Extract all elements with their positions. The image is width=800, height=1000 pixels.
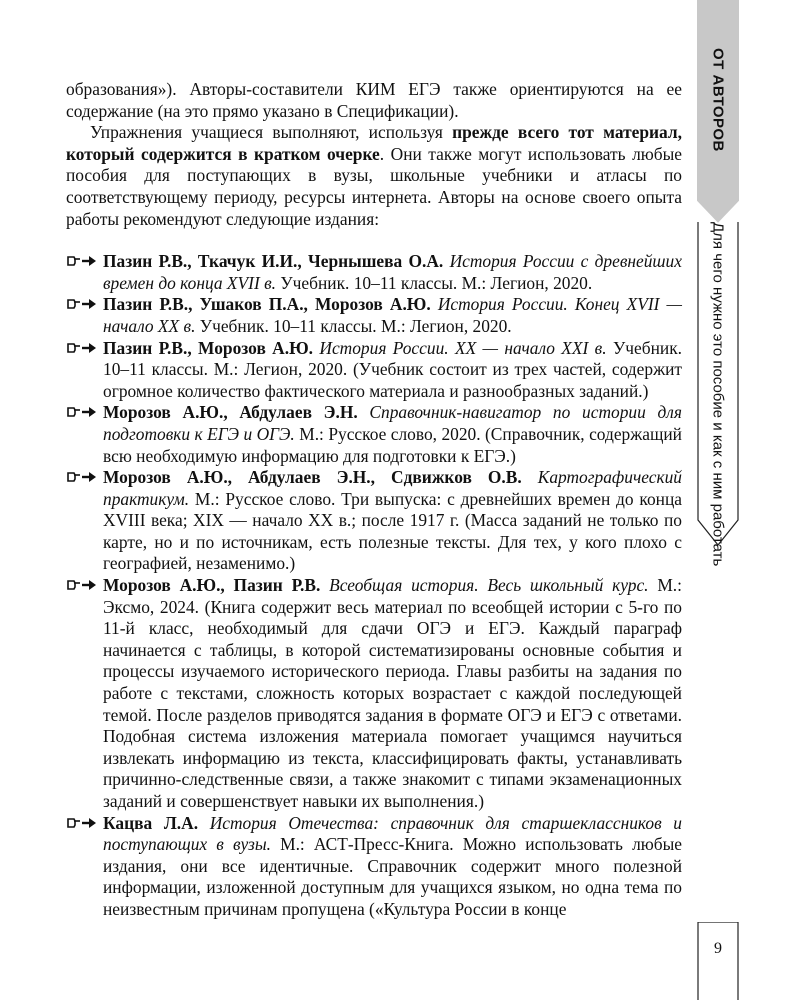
intro-paragraph-1: образования»). Авторы-составители КИМ ЕГЭ также ориентируются на ее содержание (на это прямо указано в Спецификации). <box>66 79 682 121</box>
book-details: Учебник. 10–11 классы. М.: Легион, 2020. <box>280 272 593 293</box>
book-entry <box>66 575 682 813</box>
book-authors: Морозов А.Ю., Пазин Р.В. <box>103 575 321 596</box>
book-entry <box>66 294 682 337</box>
side-tab <box>697 0 739 567</box>
pointing-hand-icon <box>66 296 98 312</box>
book-title: История России. XX — начало XXI в. <box>319 337 607 358</box>
pointing-hand-icon <box>66 404 98 420</box>
intro-p2-end: . Они также могут использовать любые пособия для поступающих в вузы, школьные учебники и атласы по соответствующему периоду, ресурсы интернета. Авторы на основе своего опыта работы рекомендуют следующие издания: <box>66 143 682 229</box>
intro-p2-start: Упражнения учащиеся выполняют, используя <box>90 122 453 143</box>
page-number: 9 <box>714 940 722 957</box>
side-tab-section-label <box>697 0 739 200</box>
book-details: М.: Эксмо, 2024. (Книга содержит весь материал по всеобщей истории с 5-го по 11-й класс, необходимый для сдачи ОГЭ и ЕГЭ. Каждый параграф начинается с таблицы, в которой систематизированы основные события и процессы изучаемого исторического периода. Главы разбиты на задания по работе с текстами, сложность которых возрастает с каждой последующей темой. После разделов приводятся задания в формате ОГЭ и ЕГЭ с ответами. Подобная система изложения материала помогает учащимся научиться извлекать информацию из текста, классифицировать факты, устанавливать причинно-следственные связи, а также знакомит с типами экзаменационных заданий и совершенствует навыки их выполнения.) <box>103 575 682 811</box>
book-title: Справочник-навигатор по истории для подготовки к ЕГЭ и ОГЭ. <box>103 402 682 444</box>
intro-p2-bold: прежде всего тот материал, который содержится в кратком очерке <box>66 122 682 164</box>
book-title: Всеобщая история. Весь школьный курс. <box>329 575 649 596</box>
book-title: История России с древнейших времен до конца XVII в. <box>103 251 682 293</box>
book-authors: Пазин Р.В., Морозов А.Ю. <box>103 337 314 358</box>
side-tab-section-text: ОТ АВТОРОВ <box>709 48 727 152</box>
book-entry <box>66 402 682 467</box>
pointing-hand-icon <box>66 253 98 269</box>
book-details: Учебник. 10–11 классы. М.: Легион, 2020. <box>199 315 512 336</box>
book-details: М.: Русское слово. Три выпуска: с древнейших времен до конца XVIII века; XIX — начало XX в.; после 1917 г. (Масса заданий не только по карте, но и по источникам, есть полезные тексты. Для тех, у кого плохо с географией, незаменимо.) <box>103 488 682 574</box>
book-details: Учебник. 10–11 классы. М.: Легион, 2020. (Учебник состоит из трех частей, содержит огромное количество фактического материала и разнообразных заданий.) <box>103 337 682 401</box>
book-entry <box>66 338 682 403</box>
book-details: М.: Русское слово, 2020. (Справочник, содержащий всю необходимую информацию для подготовки к ЕГЭ.) <box>103 423 682 466</box>
book-authors: Пазин Р.В., Ушаков П.А., Морозов А.Ю. <box>103 294 431 315</box>
pointing-hand-icon <box>66 340 98 356</box>
page-content <box>66 79 682 921</box>
page-number-box <box>697 922 739 1000</box>
pointing-hand-icon <box>66 469 98 485</box>
book-entry <box>66 813 682 921</box>
book-authors: Кацва Л.А. <box>103 812 199 833</box>
book-list <box>66 251 682 920</box>
book-title: Картографический практикум. <box>103 467 682 509</box>
book-authors: Морозов А.Ю., Абдулаев Э.Н. <box>103 402 358 423</box>
book-entry <box>66 467 682 575</box>
pointing-hand-icon <box>66 577 98 593</box>
book-authors: Морозов А.Ю., Абдулаев Э.Н., Сдвижков О.В. <box>103 467 522 488</box>
side-tab-chapter-label <box>697 222 739 567</box>
side-tab-chapter-text: Для чего нужно это пособие и как с ним работать <box>709 222 727 567</box>
pointing-hand-icon <box>66 815 98 831</box>
book-authors: Пазин Р.В., Ткачук И.И., Чернышева О.А. <box>103 251 444 272</box>
book-details: М.: АСТ-Пресс-Книга. Можно использовать любые издания, они все идентичные. Справочник содержит много полезной информации, изложенной доступным для учащихся языком, но одна тема по неизвестным причинам пропущена («Культура России в конце <box>103 834 682 919</box>
book-entry <box>66 251 682 294</box>
book-title: История Отечества: справочник для старшеклассников и поступающих в вузы. <box>103 812 682 855</box>
book-title: История России. Конец XVII — начало XX в. <box>103 294 682 336</box>
intro-paragraph-2 <box>66 122 682 230</box>
